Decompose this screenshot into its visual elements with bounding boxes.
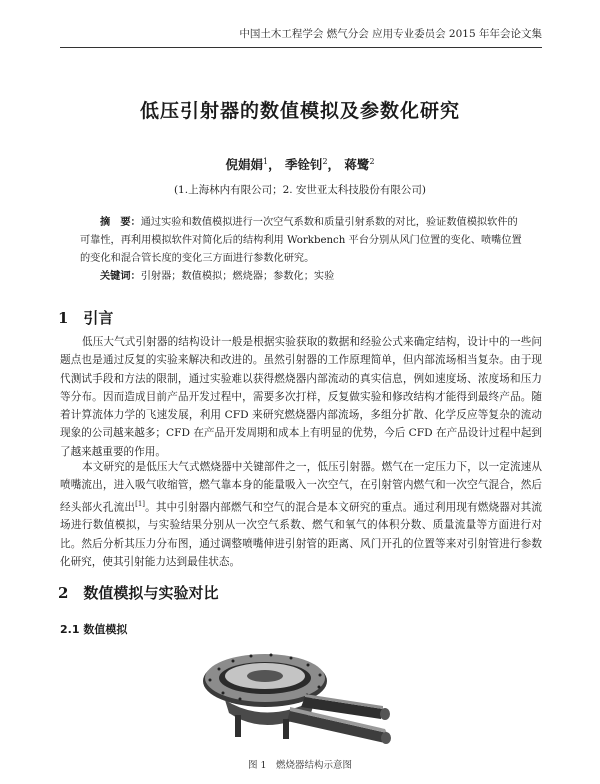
tube-end-lower: [381, 732, 391, 744]
abstract-label: 摘 要：: [100, 216, 141, 228]
running-title: 中国土木工程学会 燃气分会 应用专业委员会 2015 年年会论文集: [239, 28, 542, 40]
author-affil-mark: 2: [322, 156, 328, 166]
keywords-text: 引射器；数值模拟；燃烧器；参数化；实验: [140, 271, 335, 282]
keywords-label: 关键词：: [100, 270, 141, 282]
author-name: 季铨钊: [284, 157, 323, 172]
citation-ref: [1]: [135, 499, 146, 508]
abstract: [80, 213, 522, 268]
intro-paragraph-2: [60, 458, 542, 571]
author-name: 倪娟娟: [225, 157, 263, 172]
intro-paragraph-2-text-cont: 。其中引射器内部燃气和空气的混合是本文研究的重点。通过利用现有燃烧器对其流场进行数值模拟，与实验结果分别从一次空气系数、燃气和氧气的体积分数、质量流量等方面进行对比。然后分析其压力分布图，通过调整喷嘴伸进引射管的距离、风门开孔的位置等来对引射管进行参数化研究，使其引射能力达到最佳状态。: [60, 501, 543, 569]
figure-burner: [195, 645, 405, 753]
section-heading-simulation: 2 数值模拟与实验对比: [58, 584, 219, 602]
intro-paragraph-2-text: 本文研究的是低压大气式燃烧器中关键部件之一，低压引射器。燃气在一定压力下，以一定流速从喷嘴流出，进入吸气收缩管，燃气靠本身的能量吸入一次空气，在引射管内燃气和一次空气混合，然后经头部火孔流出: [60, 461, 542, 514]
paper-title: 低压引射器的数值模拟及参数化研究: [139, 100, 460, 122]
figure-caption: 图 1 燃烧器结构示意图: [247, 760, 353, 771]
support-leg-right: [283, 719, 289, 739]
running-header: [60, 26, 542, 48]
tube-end-upper: [380, 708, 390, 720]
author-name: 蒋鹭: [344, 157, 370, 172]
author-list: [0, 155, 600, 173]
burner-center: [247, 670, 283, 682]
subsection-heading-simulation: 2.1 数值模拟: [60, 623, 128, 636]
author-separator: ，: [268, 157, 281, 172]
section-heading-introduction: 1 引言: [58, 309, 114, 327]
affiliations: (1.上海林内有限公司；2. 安世亚太科技股份有限公司): [173, 184, 427, 196]
author-affil-mark: 1: [262, 156, 269, 166]
burner-illustration: [195, 645, 405, 753]
support-leg-left: [235, 715, 241, 737]
abstract-text: 通过实验和数值模拟进行一次空气系数和质量引射系数的对比，验证数值模拟软件的可靠性，再利用模拟软件对简化后的结构利用 Workbench 平台分别从风门位置的变化、喷嘴位置的变化和混合管长度的变化三方面进行参数化研究。: [80, 217, 522, 264]
intro-paragraph-1: 低压大气式引射器的结构设计一般是根据实验获取的数据和经验公式来确定结构，设计中的一些问题点也是通过反复的实验来解决和改进的。虽然引射器的工作原理简单，但内部流场相当复杂。由于现代测试手段和方法的限制，通过实验难以获得燃烧器内部流动的真实信息，例如速度场、浓度场和压力等分布。因而造成目前产品开发过程中，需要多次打样，反复做实验和修改结构才能得到最终产品。随着计算流体力学的飞速发展，利用 CFD 来研究燃烧器内部流场，多组分扩散、化学反应等复杂的流动现象的公司越来越多；CFD 在产品开发周期和成本上有明显的优势，今后 CFD 在产品设计过程中起到了越来越重要的作用。: [60, 336, 542, 458]
keywords: [80, 267, 522, 286]
author-affil-mark: 2: [369, 156, 375, 166]
author-separator: ，: [327, 157, 341, 172]
